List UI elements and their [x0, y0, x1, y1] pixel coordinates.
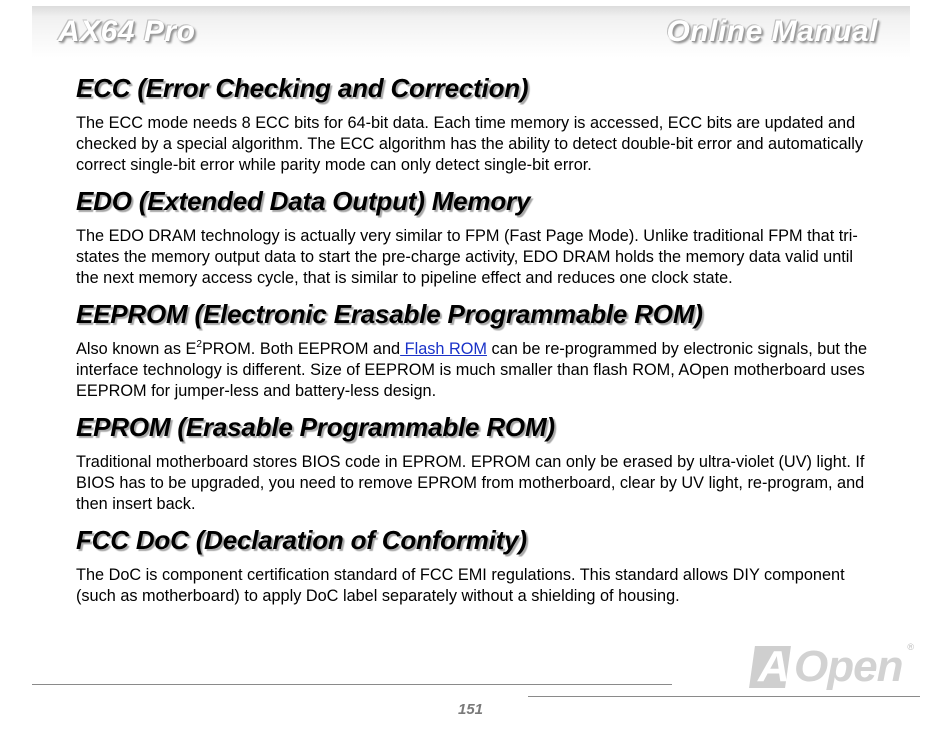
- footer-divider-right: [528, 696, 920, 697]
- section-title-eeprom: EEPROM (Electronic Erasable Programmable ROM): [76, 299, 703, 329]
- header-product-title: AX64 Pro: [58, 15, 196, 48]
- page-number: 151: [458, 701, 484, 718]
- section-eeprom: [76, 298, 876, 402]
- section-body-fcc-doc: The DoC is component certification standard of FCC EMI regulations. This standard allows DIY component (such as motherboard) to apply DoC label separately without a shielding of housing.: [76, 566, 845, 605]
- section-body-edo: The EDO DRAM technology is actually very similar to FPM (Fast Page Mode). Unlike traditional FPM that tri-states the memory output data to start the pre-charge activity, EDO DRAM holds the memory data valid until the next memory access cycle, that is similar to pipeline effect and reduces one clock state.: [76, 227, 858, 287]
- section-edo: [76, 185, 876, 289]
- flash-rom-link[interactable]: Flash ROM: [400, 340, 487, 358]
- logo-a-letter: A: [758, 642, 790, 691]
- section-title-eprom: EPROM (Erasable Programmable ROM): [76, 412, 555, 442]
- section-body-eeprom: [76, 339, 876, 402]
- section-title-ecc: ECC (Error Checking and Correction): [76, 73, 529, 103]
- section-title-edo: EDO (Extended Data Output) Memory: [76, 186, 531, 216]
- logo-registered-mark: ®: [907, 642, 914, 652]
- eeprom-text-suffix: can be re-programmed by electronic signals, but the interface technology is different. Size of EEPROM is much smaller than flash ROM, AOpen motherboard uses EEPROM for jumper-less and battery-less design.: [76, 340, 868, 400]
- footer-divider-left: [32, 684, 672, 685]
- section-body-eprom: Traditional motherboard stores BIOS code in EPROM. EPROM can only be erased by ultra-violet (UV) light. If BIOS has to be upgraded, you need to remove EPROM from motherboard, clear by UV light, re-program, and then insert back.: [76, 453, 865, 513]
- glossary-content: [76, 72, 876, 616]
- header-manual-title: Online Manual: [666, 15, 878, 48]
- aopen-logo: [752, 642, 914, 694]
- section-fcc-doc: [76, 524, 876, 607]
- eeprom-text-prefix: Also known as E: [76, 340, 197, 358]
- section-eprom: [76, 411, 876, 515]
- eeprom-superscript: 2: [196, 338, 202, 350]
- section-ecc: [76, 72, 876, 176]
- logo-wordmark: Open: [794, 642, 903, 691]
- section-body-ecc: The ECC mode needs 8 ECC bits for 64-bit data. Each time memory is accessed, ECC bits are updated and checked by a special algorithm. The ECC algorithm has the ability to detect double-bit error and automatically correct single-bit error while parity mode can only detect single-bit error.: [76, 114, 864, 174]
- eeprom-text-mid: PROM. Both EEPROM and: [201, 340, 401, 358]
- section-title-fcc-doc: FCC DoC (Declaration of Conformity): [76, 525, 527, 555]
